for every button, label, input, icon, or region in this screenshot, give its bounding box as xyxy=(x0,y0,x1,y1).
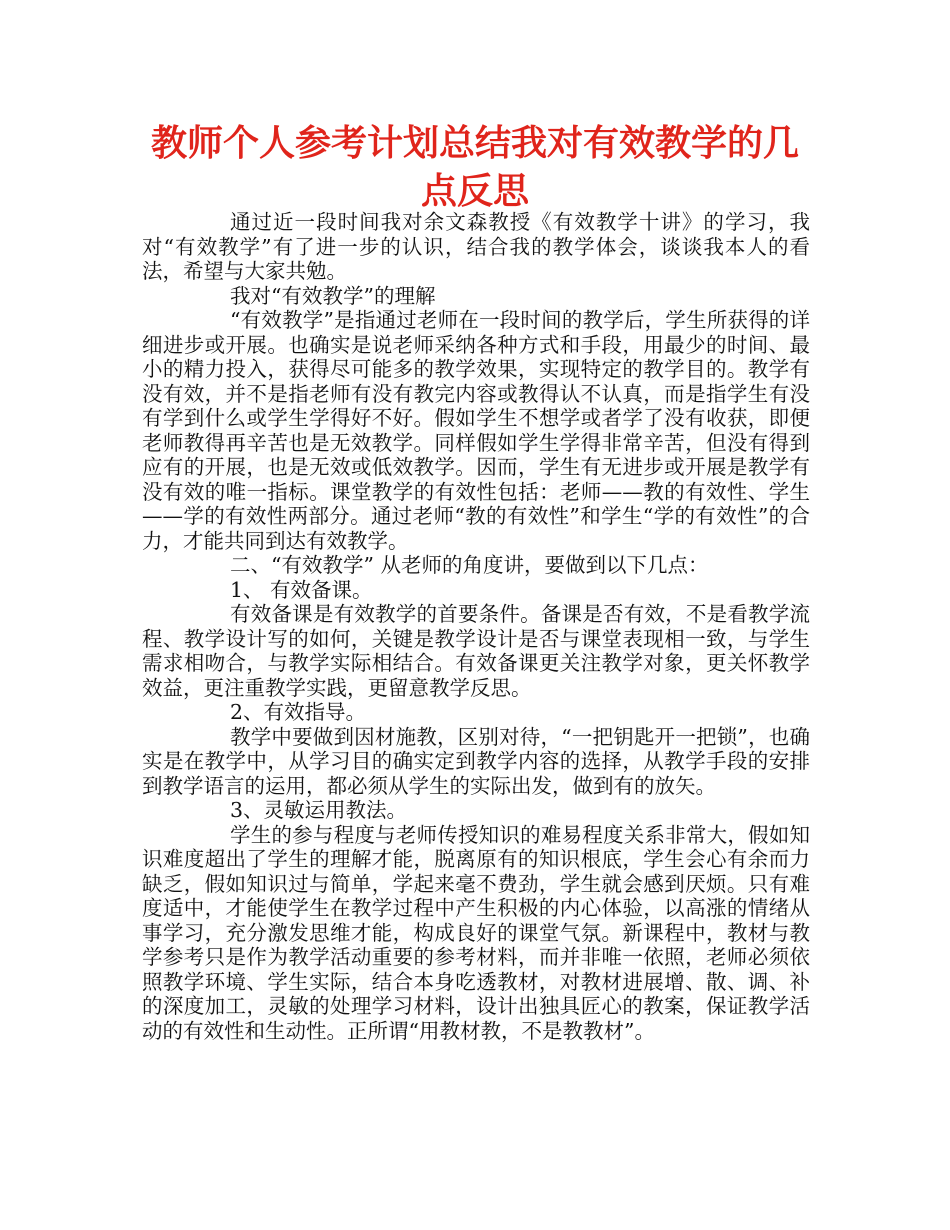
section-heading-understanding: 我对“有效教学”的理解 xyxy=(230,283,436,308)
document-body xyxy=(142,210,810,1043)
subheading-effective-preparation: 1、 有效备课。 xyxy=(230,577,373,602)
intro-paragraph: 通过近一段时间我对余文森教授《有效教学十讲》的学习，我对“有效教学”有了进一步的认识，结合我的教学体会，谈谈我本人的看法，希望与大家共勉。 xyxy=(142,210,810,283)
methods-paragraph: 学生的参与程度与老师传授知识的难易程度关系非常大，假如知识难度超出了学生的理解才能，脱离原有的知识根底，学生会心有余而力缺乏，假如知识过与简单，学起来毫不费劲，学生就会感到厌烦。只有难度适中，才能使学生在教学过程中产生积极的内心体验，以高涨的情绪从事学习，充分激发思维才能，构成良好的课堂气氛。新课程中，教材与教学参考只是作为教学活动重要的参考材料，而并非唯一依照，老师必须依照教学环境、学生实际，结合本身吃透教材，对教材进展增、散、调、补的深度加工，灵敏的处理学习材料，设计出独具匠心的教案，保证教学活动的有效性和生动性。正所谓“用教材教，不是教教材”。 xyxy=(142,822,810,1043)
guidance-paragraph: 教学中要做到因材施教，区别对待，“一把钥匙开一把锁”，也确实是在教学中，从学习目的确实定到教学内容的选择，从教学手段的安排到教学语言的运用，都必须从学生的实际出发，做到有的放矢。 xyxy=(142,724,810,798)
section-heading-teacher-perspective: 二、“有效教学” 从老师的角度讲，要做到以下几点： xyxy=(230,553,709,577)
subheading-effective-guidance: 2、有效指导。 xyxy=(230,700,367,724)
definition-paragraph: “有效教学”是指通过老师在一段时间的教学后，学生所获得的详细进步或开展。也确实是说老师采纳各种方式和手段，用最少的时间、最小的精力投入，获得尽可能多的教学效果，实现特定的教学目的。教学有没有效，并不是指老师有没有教完内容或教得认不认真，而是指学生有没有学到什么或学生学得好不好。假如学生不想学或者学了没有收获，即便老师教得再辛苦也是无效教学。同样假如学生学得非常辛苦，但没有得到应有的开展，也是无效或低效教学。因而，学生有无进步或开展是教学有没有效的唯一指标。课堂教学的有效性包括：老师——教的有效性、学生——学的有效性两部分。通过老师“教的有效性”和学生“学的有效性”的合力，才能共同到达有效教学。 xyxy=(142,308,810,553)
document-title: 教师个人参考计划总结我对有效教学的几点反思 xyxy=(150,123,799,212)
subheading-flexible-methods: 3、灵敏运用教法。 xyxy=(230,798,408,822)
preparation-paragraph: 有效备课是有效教学的首要条件。备课是否有效，不是看教学流程、教学设计写的如何，关键是教学设计是否与课堂表现相一致，与学生需求相吻合，与教学实际相结合。有效备课更关注教学对象，更关怀教学效益，更注重教学实践，更留意教学反思。 xyxy=(142,602,810,700)
